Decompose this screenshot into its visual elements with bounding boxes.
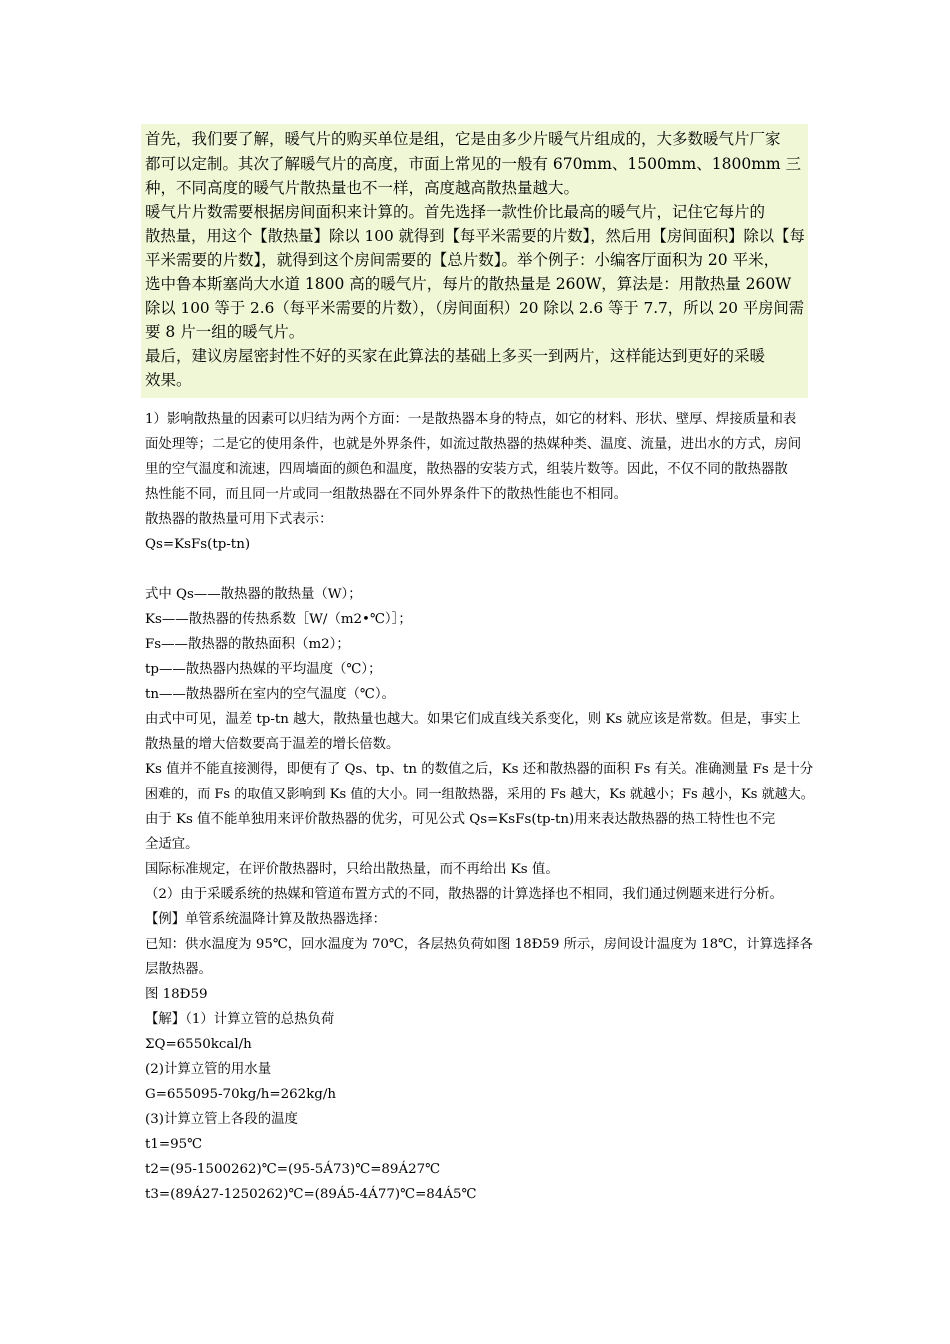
body-line: t3=(89Á27-1250262)℃=(89Á5-4Á77)℃=84Á5℃ (145, 1187, 477, 1202)
highlight-line: 选中鲁本斯塞尚大水道 1800 高的暖气片，每片的散热量是 260W，算法是：用散热量 260W (145, 275, 792, 293)
body-line: G=655095-70kg/h=262kg/h (145, 1087, 337, 1102)
body-line: t1=95℃ (145, 1137, 203, 1152)
body-line: 由于 Ks 值不能单独用来评价散热器的优劣，可见公式 Qs=KsFs(tp-tn)用来表达散热器的热工特性也不完 (145, 812, 776, 827)
body-line: 1）影响散热量的因素可以归结为两个方面：一是散热器本身的特点，如它的材料、形状、壁厚、焊接质量和表 (145, 412, 797, 427)
highlight-line: 首先，我们要了解，暖气片的购买单位是组，它是由多少片暖气片组成的，大多数暖气片厂家 (145, 130, 781, 148)
body-line: 热性能不同，而且同一片或同一组散热器在不同外界条件下的散热性能也不相同。 (145, 487, 628, 502)
body-line: Ks 值并不能直接测得，即便有了 Qs、tp、tn 的数值之后，Ks 还和散热器的面积 Fs 有关。准确测量 Fs 是十分 (145, 762, 814, 777)
highlight-line: 效果。 (145, 371, 192, 389)
highlighted-paragraph-block (141, 124, 808, 398)
highlight-line: 最后，建议房屋密封性不好的买家在此算法的基础上多买一到两片，这样能达到更好的采暖 (145, 347, 766, 365)
body-line: 里的空气温度和流速，四周墙面的颜色和温度，散热器的安装方式，组装片数等。因此，不仅不同的散热器散 (145, 462, 788, 477)
body-line: 散热器的散热量可用下式表示： (145, 512, 333, 527)
body-line: 层散热器。 (145, 962, 212, 977)
highlight-line: 都可以定制。其次了解暖气片的高度，市面上常见的一般有 670mm、1500mm、1800mm 三 (145, 155, 802, 173)
body-line: Qs=KsFs(tp-tn) (145, 537, 251, 552)
body-line: Fs——散热器的散热面积（m2）； (145, 637, 350, 652)
body-line: tp——散热器内热媒的平均温度（℃）； (145, 662, 382, 677)
body-line: ΣQ=6550kcal/h (145, 1037, 252, 1052)
body-line: 式中 Qs——散热器的散热量（W）； (145, 587, 362, 602)
body-line: 【解】（1）计算立管的总热负荷 (145, 1012, 335, 1027)
body-line: 国际标准规定，在评价散热器时，只给出散热量，而不再给出 Ks 值。 (145, 862, 559, 877)
highlight-line: 暖气片片数需要根据房间面积来计算的。首先选择一款性价比最高的暖气片，记住它每片的 (145, 203, 766, 221)
highlight-line: 要 8 片一组的暖气片。 (145, 323, 305, 341)
highlight-line: 平米需要的片数】，就得到这个房间需要的【总片数】。举个例子：小编客厅面积为 20 平米， (145, 251, 780, 269)
body-line: Ks——散热器的传热系数［W/（m2•℃）］； (145, 612, 412, 627)
body-line: 散热量的增大倍数要高于温差的增长倍数。 (145, 737, 400, 752)
highlight-line: 散热量，用这个【散热量】除以 100 就得到【每平米需要的片数】，然后用【房间面积】除以【每 (145, 227, 805, 245)
body-line: t2=(95-1500262)℃=(95-5Á73)℃=89Á27℃ (145, 1162, 441, 1177)
body-line: (3)计算立管上各段的温度 (145, 1112, 298, 1127)
body-line: 由式中可见，温差 tp-tn 越大，散热量也越大。如果它们成直线关系变化，则 Ks 就应该是常数。但是，事实上 (145, 712, 801, 727)
body-line: （2）由于采暖系统的热媒和管道布置方式的不同，散热器的计算选择也不相同，我们通过例题来进行分析。 (145, 887, 783, 902)
highlight-line: 种，不同高度的暖气片散热量也不一样，高度越高散热量越大。 (145, 179, 580, 197)
body-line: 已知：供水温度为 95℃，回水温度为 70℃，各层热负荷如图 18Đ59 所示，房间设计温度为 18℃，计算选择各 (145, 937, 813, 952)
body-line: 困难的，而 Fs 的取值又影响到 Ks 值的大小。同一组散热器，采用的 Fs 越大，Ks 就越小；Fs 越小，Ks 就越大。 (145, 787, 814, 802)
body-line: tn——散热器所在室内的空气温度（℃）。 (145, 687, 395, 702)
body-line: 面处理等；二是它的使用条件，也就是外界条件，如流过散热器的热媒种类、温度、流量，进出水的方式，房间 (145, 437, 802, 452)
body-line: (2)计算立管的用水量 (145, 1062, 272, 1077)
highlight-line: 除以 100 等于 2.6（每平米需要的片数），（房间面积）20 除以 2.6 等于 7.7，所以 20 平房间需 (145, 299, 805, 317)
body-line: 全适宜。 (145, 837, 199, 852)
body-line: 【例】单管系统温降计算及散热器选择： (145, 912, 387, 927)
body-line: 图 18Đ59 (145, 987, 208, 1002)
